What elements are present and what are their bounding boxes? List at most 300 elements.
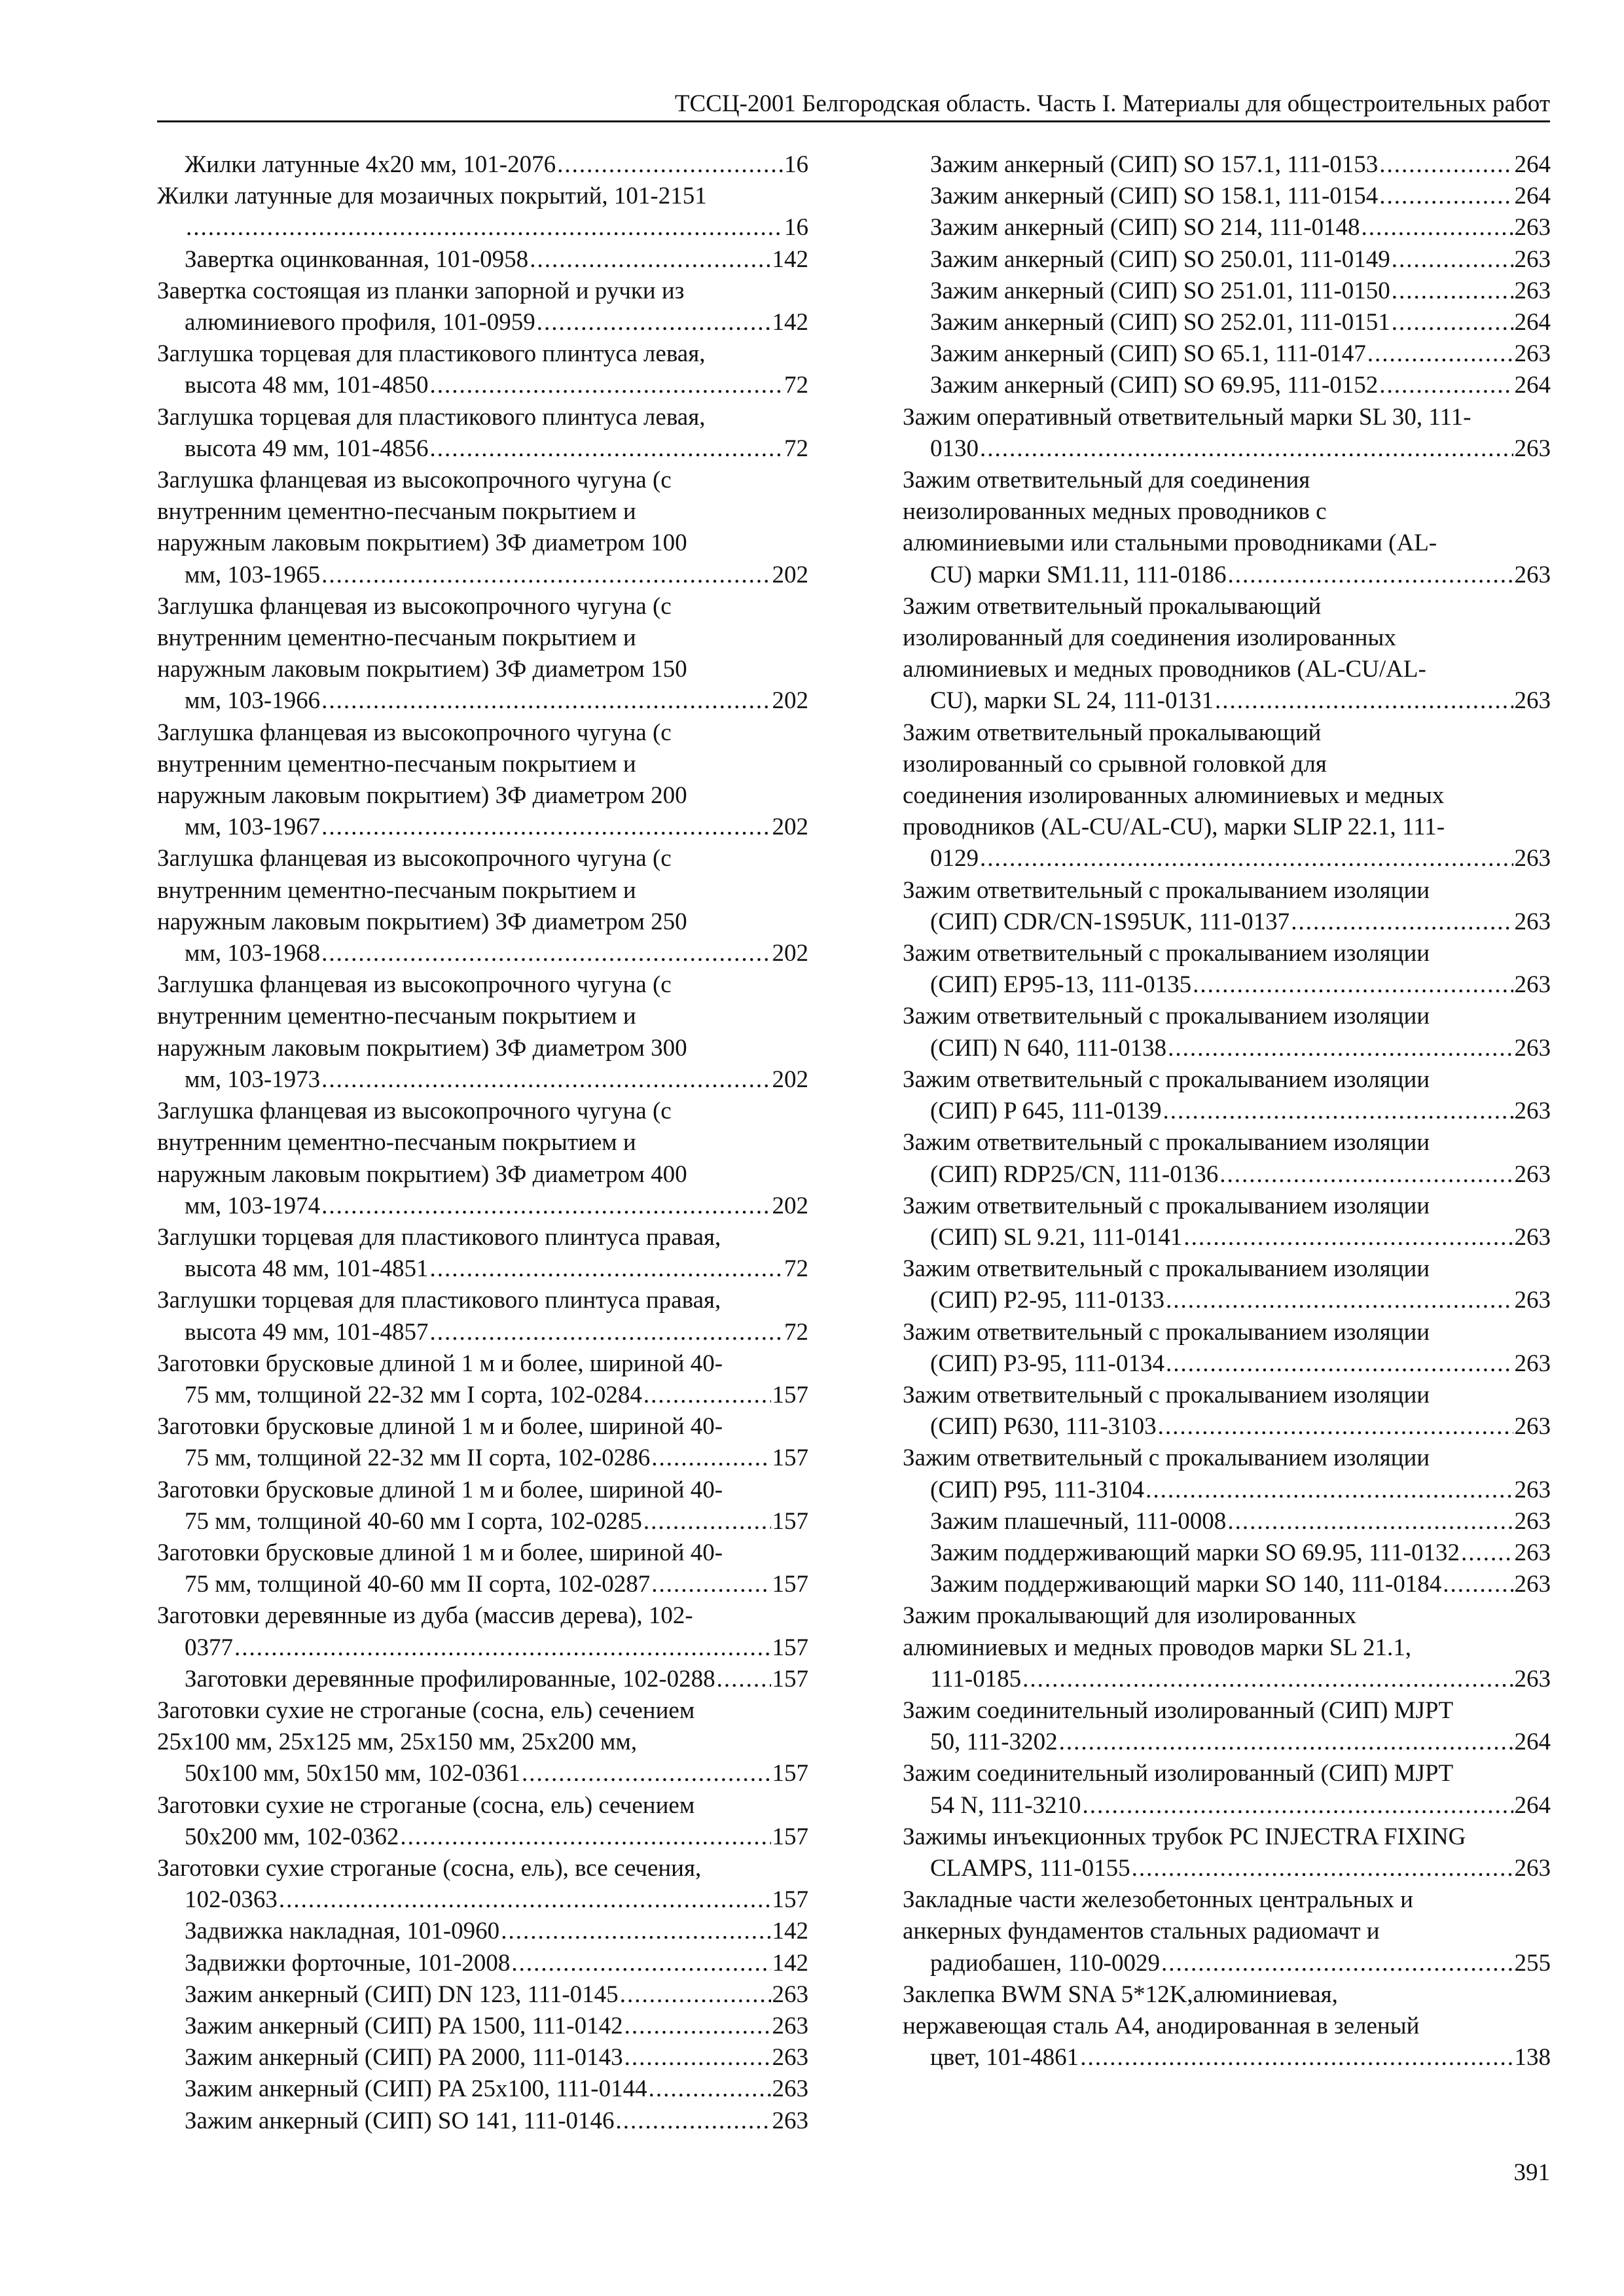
index-entry-page-ref: 72 <box>784 1318 808 1346</box>
index-entry-page-ref: 263 <box>1514 1034 1551 1062</box>
index-entry <box>903 1191 1551 1253</box>
index-entry-page-ref: 202 <box>772 561 808 588</box>
dot-leader <box>557 149 783 181</box>
index-entry <box>157 717 808 844</box>
index-entry-page-ref: 263 <box>772 2107 808 2134</box>
index-entry-page-ref: 263 <box>772 2044 808 2072</box>
index-entry <box>903 1443 1551 1505</box>
index-entry-final-line <box>930 1664 1551 1695</box>
dot-leader <box>321 560 770 591</box>
index-entry-page-ref: 263 <box>1514 1571 1551 1598</box>
index-entry-final-line <box>930 1537 1551 1569</box>
index-entry-page-ref: 157 <box>772 1634 808 1661</box>
dot-leader <box>1193 969 1513 1001</box>
index-entry-page-ref: 72 <box>784 372 808 399</box>
index-entry-page-ref: 263 <box>1514 340 1551 368</box>
index-entry-final-line <box>930 338 1551 370</box>
index-entry <box>903 1001 1551 1064</box>
index-entry-line: Заглушка фланцевая из высокопрочного чугуна (с <box>157 719 672 746</box>
dot-leader <box>620 1979 771 2011</box>
index-entry <box>903 1127 1551 1190</box>
header-divider <box>157 120 1550 122</box>
index-entry-line: Заготовки брусковые длиной 1 м и более, шириной 40- <box>157 1539 723 1566</box>
index-entry-page-ref: 263 <box>1514 1539 1551 1566</box>
index-entry-text: мм, 103-1974 <box>185 1192 321 1219</box>
dot-leader <box>1443 1569 1513 1600</box>
index-entry-final-line <box>930 1222 1551 1253</box>
index-entry <box>157 2042 808 2073</box>
index-entry-page-ref: 263 <box>1514 277 1551 304</box>
index-entry-text: мм, 103-1973 <box>185 1066 321 1093</box>
index-entry-text: 75 мм, толщиной 40-60 мм I сорта, 102-0285 <box>185 1507 642 1535</box>
index-entry-page-ref: 138 <box>1514 2044 1551 2072</box>
dot-leader <box>1215 685 1513 717</box>
dot-leader <box>1163 1096 1513 1127</box>
index-entry-final-line <box>930 969 1551 1001</box>
index-entry-text: (СИП) P 645, 111-0139 <box>930 1098 1162 1125</box>
index-entry-text: 102-0363 <box>185 1886 278 1914</box>
dot-leader <box>279 1884 771 1916</box>
index-entry-line: внутренним цементно-песчаным покрытием и <box>157 750 636 778</box>
dot-leader <box>234 1632 771 1664</box>
index-entry-text: Зажим поддерживающий марки SO 140, 111-0184 <box>930 1571 1442 1598</box>
index-entry <box>157 244 808 276</box>
index-entry-line: Заглушка торцевая для пластикового плинтуса левая, <box>157 403 706 431</box>
index-entry <box>903 1380 1551 1443</box>
index-entry-text: (СИП) SL 9.21, 111-0141 <box>930 1223 1183 1251</box>
index-entry-text: (СИП) P95, 111-3104 <box>930 1476 1145 1503</box>
dot-leader <box>1022 1664 1513 1695</box>
index-entry-text: Зажим анкерный (СИП) DN 123, 111-0145 <box>185 1981 619 2008</box>
index-entry-page-ref: 202 <box>772 940 808 967</box>
index-entry-final-line <box>185 1664 808 1695</box>
index-entry-page-ref: 142 <box>772 245 808 273</box>
index-entry-line: внутренним цементно-песчаным покрытием и <box>157 624 636 652</box>
dot-leader <box>1461 1537 1513 1569</box>
index-entry-text: Зажим анкерный (СИП) SO 252.01, 111-0151 <box>930 309 1390 336</box>
dot-leader <box>1080 2042 1513 2073</box>
index-entry-page-ref: 142 <box>772 1918 808 1945</box>
dot-leader <box>1083 1790 1513 1821</box>
index-entry-final-line <box>185 1916 808 1947</box>
page-header-title: ТССЦ-2001 Белгородская область. Часть I. Материалы для общестроительных работ <box>674 90 1550 117</box>
index-entry-line: Заглушка фланцевая из высокопрочного чугуна (с <box>157 845 672 872</box>
index-entry <box>903 1506 1551 1537</box>
index-entry-final-line <box>185 1758 808 1789</box>
index-entry <box>157 149 808 181</box>
index-entry-line: Заготовки брусковые длиной 1 м и более, шириной 40- <box>157 1476 723 1503</box>
index-entry-final-line <box>185 812 808 843</box>
index-entry-line: Зажим оперативный ответвительный марки SL 30, 111- <box>903 403 1471 431</box>
index-entry <box>157 2073 808 2105</box>
index-entry-text: Зажим анкерный (СИП) SO 141, 111-0146 <box>185 2107 615 2134</box>
index-entry-text: Зажим анкерный (СИП) PA 1500, 111-0142 <box>185 2012 623 2039</box>
index-entry-final-line <box>930 370 1551 401</box>
index-entry-final-line <box>930 1411 1551 1443</box>
index-entry-page-ref: 157 <box>772 1571 808 1598</box>
dot-leader <box>616 2106 771 2137</box>
index-entry-text: Зажим анкерный (СИП) SO 251.01, 111-0150 <box>930 277 1390 304</box>
index-entry <box>157 276 808 338</box>
index-entry-final-line <box>185 2011 808 2042</box>
index-entry <box>157 465 808 591</box>
index-entry-text: Жилки латунные 4х20 мм, 101-2076 <box>185 151 556 178</box>
index-entry-final-line <box>185 1569 808 1600</box>
index-entry-page-ref: 142 <box>772 309 808 336</box>
index-entry-line: 25х100 мм, 25х125 мм, 25х150 мм, 25х200 мм, <box>157 1729 638 1756</box>
dot-leader <box>1362 212 1513 243</box>
index-entry-final-line <box>185 1821 808 1853</box>
index-entry <box>157 1096 808 1222</box>
index-entry-line: алюминиевыми или стальными проводниками (AL- <box>903 529 1437 557</box>
index-entry-line: соединения изолированных алюминиевых и медных <box>903 782 1445 810</box>
index-entry-text: Зажим анкерный (СИП) PA 25х100, 111-0144 <box>185 2075 647 2103</box>
index-entry-final-line <box>185 560 808 591</box>
dot-leader <box>1392 244 1513 276</box>
index-entry-line: внутренним цементно-песчаным покрытием и <box>157 1129 636 1157</box>
index-entry-line: Заглушка фланцевая из высокопрочного чугуна (с <box>157 1098 672 1125</box>
index-entry-final-line <box>185 149 808 181</box>
index-entry-line: Заглушка фланцевая из высокопрочного чугуна (с <box>157 467 672 494</box>
index-entry-line: Зажим ответвительный с прокалыванием изоляции <box>903 1255 1430 1283</box>
index-entry-page-ref: 264 <box>1514 183 1551 210</box>
index-entry-line: анкерных фундаментов стальных радиомачт и <box>903 1918 1380 1945</box>
index-entry-text: (СИП) P2-95, 111-0133 <box>930 1287 1164 1314</box>
index-entry-final-line <box>930 906 1551 938</box>
index-entry-page-ref: 263 <box>1514 845 1551 872</box>
dot-leader <box>321 812 770 843</box>
index-entry <box>903 1569 1551 1600</box>
index-entry-line: Заклепка BWM SNA 5*12K,алюминиевая, <box>903 1981 1338 2008</box>
dot-leader <box>429 1317 783 1348</box>
index-entry-final-line <box>930 212 1551 243</box>
index-column-right <box>903 149 1551 2073</box>
index-entry-final-line <box>930 843 1551 874</box>
index-entry <box>157 1790 808 1853</box>
index-entry-line: Заготовки сухие строганые (сосна, ель), все сечения, <box>157 1854 702 1882</box>
dot-leader <box>980 433 1513 465</box>
dot-leader <box>717 1664 771 1695</box>
index-entry-page-ref: 263 <box>1514 561 1551 588</box>
dot-leader <box>980 843 1513 874</box>
dot-leader <box>1168 1033 1513 1064</box>
index-entry-final-line <box>930 2042 1551 2073</box>
index-entry <box>157 969 808 1096</box>
index-entry-final-line <box>930 1285 1551 1316</box>
index-entry-text: CU) марки SM1.11, 111-0186 <box>930 561 1227 588</box>
index-entry-page-ref: 263 <box>1514 1665 1551 1693</box>
index-entry <box>157 1948 808 1979</box>
index-entry <box>903 1317 1551 1380</box>
index-entry-page-ref: 263 <box>1514 1160 1551 1188</box>
index-entry <box>903 402 1551 465</box>
index-entry-page-ref: 263 <box>1514 1287 1551 1314</box>
index-entry-line: наружным лаковым покрытием) ЗФ диаметром 250 <box>157 908 687 935</box>
index-entry-text: Зажим анкерный (СИП) SO 158.1, 111-0154 <box>930 183 1379 210</box>
dot-leader <box>511 1948 770 1979</box>
index-entry-final-line <box>930 685 1551 717</box>
dot-leader <box>1219 1159 1513 1191</box>
index-entry-line: Зажимы инъекционных трубок PC INJECTRA FIXING <box>903 1823 1466 1850</box>
index-entry-final-line <box>930 1727 1551 1758</box>
index-entry-page-ref: 264 <box>1514 151 1551 178</box>
index-entry-final-line <box>930 1348 1551 1380</box>
index-entry-text: мм, 103-1968 <box>185 940 321 967</box>
index-entry-line: Заготовки брусковые длиной 1 м и более, шириной 40- <box>157 1350 723 1377</box>
dot-leader <box>537 307 771 338</box>
index-entry-final-line <box>185 1317 808 1348</box>
dot-leader <box>1161 1948 1513 1979</box>
index-entry-text: CLAMPS, 111-0155 <box>930 1854 1130 1882</box>
index-entry-page-ref: 263 <box>772 1981 808 2008</box>
index-entry-text: Зажим анкерный (СИП) SO 214, 111-0148 <box>930 214 1360 242</box>
index-entry-text: мм, 103-1966 <box>185 687 321 715</box>
index-entry <box>903 1884 1551 1979</box>
index-entry-line: наружным лаковым покрытием) ЗФ диаметром 100 <box>157 529 687 557</box>
dot-leader <box>429 433 783 465</box>
index-entry-page-ref: 157 <box>772 1760 808 1787</box>
index-entry <box>903 276 1551 307</box>
index-entry-text: 75 мм, толщиной 40-60 мм II сорта, 102-0287 <box>185 1571 651 1598</box>
index-entry <box>903 1979 1551 2074</box>
dot-leader <box>649 2073 771 2105</box>
index-entry <box>903 244 1551 276</box>
index-entry-page-ref: 157 <box>772 1823 808 1850</box>
index-entry <box>903 1758 1551 1821</box>
index-entry <box>157 1475 808 1537</box>
index-entry-line: внутренним цементно-песчаным покрытием и <box>157 1003 636 1030</box>
index-entry-final-line <box>185 1948 808 1979</box>
index-entry-text: Зажим плашечный, 111-0008 <box>930 1507 1227 1535</box>
index-entry-line: Заглушки торцевая для пластикового плинтуса правая, <box>157 1223 721 1251</box>
index-entry-final-line <box>185 370 808 401</box>
index-entry <box>903 717 1551 875</box>
index-entry-text: алюминиевого профиля, 101-0959 <box>185 309 535 336</box>
index-entry-text: 50, 111-3202 <box>930 1729 1058 1756</box>
index-entry-text: CU), марки SL 24, 111-0131 <box>930 687 1214 715</box>
index-entry-final-line <box>930 307 1551 338</box>
index-entry-text: Заготовки деревянные профилированные, 102-0288 <box>185 1665 715 1693</box>
index-entry-text: Зажим поддерживающий марки SO 69.95, 111-0132 <box>930 1539 1460 1566</box>
index-entry-final-line <box>930 560 1551 591</box>
index-entry-final-line <box>930 244 1551 276</box>
index-entry-page-ref: 264 <box>1514 1791 1551 1819</box>
index-entry-final-line <box>930 1506 1551 1537</box>
index-entry-page-ref: 263 <box>1514 245 1551 273</box>
index-entry <box>903 1064 1551 1127</box>
index-entry-page-ref: 263 <box>772 2075 808 2103</box>
index-entry <box>903 591 1551 717</box>
index-entry <box>157 1979 808 2011</box>
index-entry-page-ref: 264 <box>1514 1729 1551 1756</box>
index-entry-final-line <box>930 1096 1551 1127</box>
index-entry <box>157 338 808 401</box>
index-entry-line: Зажим ответвительный для соединения <box>903 467 1310 494</box>
dot-leader <box>1227 1506 1513 1537</box>
index-entry-line: алюминиевых и медных проводов марки SL 21.1, <box>903 1634 1411 1661</box>
index-entry-line: наружным лаковым покрытием) ЗФ диаметром 150 <box>157 656 687 683</box>
dot-leader <box>530 244 770 276</box>
dot-leader <box>1392 276 1513 307</box>
index-entry-text: Задвижка накладная, 101-0960 <box>185 1918 500 1945</box>
index-entry-line: Зажим ответвительный с прокалыванием изоляции <box>903 1192 1430 1219</box>
index-entry-final-line <box>185 1979 808 2011</box>
index-entry-line: нержавеющая сталь А4, анодированная в зеленый <box>903 2012 1420 2039</box>
index-entry-text: Зажим анкерный (СИП) SO 157.1, 111-0153 <box>930 151 1379 178</box>
index-entry-text: 50х200 мм, 102-0362 <box>185 1823 399 1850</box>
index-entry-text: (СИП) EP95-13, 111-0135 <box>930 971 1192 999</box>
index-entry-text: цвет, 101-4861 <box>930 2044 1079 2072</box>
index-entry-line: Заготовки сухие не строганые (сосна, ель) сечением <box>157 1696 695 1724</box>
index-entry <box>903 1600 1551 1695</box>
index-entry-line: Закладные части железобетонных центральных и <box>903 1886 1413 1914</box>
index-entry-text: (СИП) P630, 111-3103 <box>930 1413 1157 1441</box>
index-entry-page-ref: 263 <box>1514 1350 1551 1377</box>
dot-leader <box>1291 906 1513 938</box>
dot-leader <box>321 1064 770 1096</box>
dot-leader <box>522 1758 771 1789</box>
index-entry-line: Зажим прокалывающий для изолированных <box>903 1602 1357 1630</box>
index-entry-line: наружным лаковым покрытием) ЗФ диаметром 300 <box>157 1034 687 1062</box>
index-entry <box>157 181 808 243</box>
index-entry <box>157 1537 808 1600</box>
index-entry-page-ref: 157 <box>772 1381 808 1408</box>
index-entry <box>903 307 1551 338</box>
dot-leader <box>1379 370 1513 401</box>
index-entry-line: Зажим ответвительный прокалывающий <box>903 719 1322 746</box>
index-entry-text: высота 49 мм, 101-4856 <box>185 435 429 462</box>
index-entry-text: Зажим анкерный (СИП) SO 65.1, 111-0147 <box>930 340 1366 368</box>
index-entry-line: Жилки латунные для мозаичных покрытий, 101-2151 <box>157 183 707 210</box>
index-entry-final-line <box>185 433 808 465</box>
dot-leader <box>1166 1348 1513 1380</box>
index-entry-text: (СИП) P3-95, 111-0134 <box>930 1350 1164 1377</box>
dot-leader <box>651 1443 770 1474</box>
index-entry-final-line <box>930 181 1551 212</box>
index-entry-final-line <box>185 685 808 717</box>
index-entry <box>157 402 808 465</box>
index-entry-final-line <box>185 1884 808 1916</box>
index-entry-final-line <box>185 1064 808 1096</box>
index-entry <box>157 1222 808 1285</box>
index-entry-final-line <box>185 244 808 276</box>
index-entry-page-ref: 202 <box>772 687 808 715</box>
index-entry <box>157 1411 808 1474</box>
index-entry <box>157 1285 808 1348</box>
index-entry-page-ref: 157 <box>772 1507 808 1535</box>
index-entry-final-line <box>930 1159 1551 1191</box>
index-entry-text: Зажим анкерный (СИП) SO 250.01, 111-0149 <box>930 245 1390 273</box>
index-entry-page-ref: 72 <box>784 435 808 462</box>
index-entry-text: радиобашен, 110-0029 <box>930 1949 1160 1977</box>
index-entry <box>903 370 1551 401</box>
index-entry-page-ref: 263 <box>1514 971 1551 999</box>
index-entry-final-line <box>185 307 808 338</box>
index-entry-line: проводников (AL-CU/AL-CU), марки SLIP 22.1, 111- <box>903 814 1445 841</box>
index-entry-page-ref: 72 <box>784 1255 808 1283</box>
index-entry <box>157 1853 808 1916</box>
index-entry <box>903 938 1551 1001</box>
index-entry-text: высота 48 мм, 101-4850 <box>185 372 429 399</box>
index-entry-final-line <box>930 1790 1551 1821</box>
index-entry <box>157 1600 808 1663</box>
index-entry-line: Заготовки деревянные из дуба (массив дерева), 102- <box>157 1602 693 1630</box>
page-number: 391 <box>1513 2159 1550 2186</box>
index-entry-final-line <box>185 1380 808 1411</box>
index-entry-page-ref: 264 <box>1514 372 1551 399</box>
dot-leader <box>1158 1411 1513 1443</box>
index-entry-line: Завертка состоящая из планки запорной и ручки из <box>157 277 685 304</box>
index-entry-page-ref: 263 <box>1514 908 1551 935</box>
dot-leader <box>1379 181 1513 212</box>
index-entry-final-line <box>185 2042 808 2073</box>
index-entry <box>903 1537 1551 1569</box>
index-entry-line: Заглушка фланцевая из высокопрочного чугуна (с <box>157 971 672 999</box>
index-entry-line: Заготовки брусковые длиной 1 м и более, шириной 40- <box>157 1413 723 1441</box>
dot-leader <box>1059 1727 1513 1758</box>
index-entry <box>903 1253 1551 1316</box>
index-entry-final-line <box>930 433 1551 465</box>
index-entry-text: мм, 103-1967 <box>185 814 321 841</box>
index-entry-page-ref: 263 <box>1514 1223 1551 1251</box>
index-entry-text: 0130 <box>930 435 979 462</box>
index-entry-text: (СИП) N 640, 111-0138 <box>930 1034 1167 1062</box>
index-entry-line: алюминиевых и медных проводников (AL-CU/AL- <box>903 656 1426 683</box>
index-entry-final-line <box>185 1506 808 1537</box>
index-entry-line: внутренним цементно-песчаным покрытием и <box>157 498 636 526</box>
index-entry-line: Зажим ответвительный с прокалыванием изоляции <box>903 1129 1430 1157</box>
index-entry <box>157 2106 808 2137</box>
index-entry-line: наружным лаковым покрытием) ЗФ диаметром 400 <box>157 1160 687 1188</box>
index-entry <box>157 1664 808 1695</box>
index-entry-line: Зажим ответвительный с прокалыванием изоляции <box>903 1003 1430 1030</box>
index-entry <box>157 2011 808 2042</box>
index-entry-text: 50х100 мм, 50х150 мм, 102-0361 <box>185 1760 520 1787</box>
index-entry-page-ref: 263 <box>1514 435 1551 462</box>
index-entry <box>157 1348 808 1411</box>
index-entry-final-line <box>185 1443 808 1474</box>
index-entry-final-line <box>930 1853 1551 1884</box>
index-entry-line: неизолированных медных проводников с <box>903 498 1327 526</box>
index-entry-page-ref: 16 <box>784 151 808 178</box>
index-entry <box>903 465 1551 591</box>
index-entry-line: Зажим ответвительный с прокалыванием изоляции <box>903 940 1430 967</box>
index-entry-text: 111-0185 <box>930 1665 1022 1693</box>
index-entry-final-line <box>185 1632 808 1664</box>
index-entry-text: 0129 <box>930 845 979 872</box>
index-entry-page-ref: 255 <box>1514 1949 1551 1977</box>
index-entry-page-ref: 264 <box>1514 309 1551 336</box>
index-entry-line: Заглушки торцевая для пластикового плинтуса правая, <box>157 1287 721 1314</box>
index-entry-line: Заготовки сухие не строганые (сосна, ель) сечением <box>157 1791 695 1819</box>
dot-leader <box>321 685 770 717</box>
index-entry-page-ref: 157 <box>772 1886 808 1914</box>
index-entry <box>903 338 1551 370</box>
index-entry-line: Зажим ответвительный с прокалыванием изоляции <box>903 1444 1430 1472</box>
index-entry-line: Зажим ответвительный с прокалыванием изоляции <box>903 876 1430 904</box>
index-entry-final-line <box>185 1191 808 1222</box>
index-entry-final-line <box>185 938 808 969</box>
index-entry <box>903 1695 1551 1758</box>
index-entry-text: (СИП) RDP25/CN, 111-0136 <box>930 1160 1219 1188</box>
index-entry-page-ref: 157 <box>772 1665 808 1693</box>
index-entry-text: Зажим анкерный (СИП) PA 2000, 111-0143 <box>185 2044 623 2072</box>
index-entry-line: Зажим соединительный изолированный (СИП) MJPT <box>903 1696 1454 1724</box>
dot-leader <box>624 2011 771 2042</box>
index-entry-final-line <box>930 1475 1551 1506</box>
index-entry <box>903 1821 1551 1884</box>
index-entry-line: Зажим соединительный изолированный (СИП) MJPT <box>903 1760 1454 1787</box>
